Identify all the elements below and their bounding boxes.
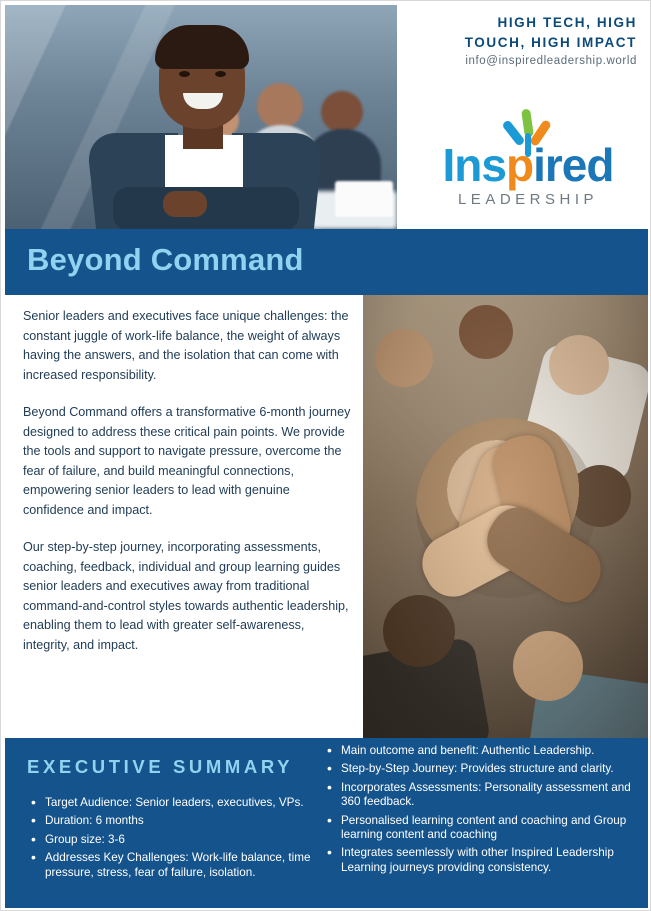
eye-left	[179, 71, 190, 77]
logo-word-part-2: p	[505, 139, 534, 191]
list-item: • Duration: 6 months	[43, 814, 317, 828]
paragraph-1: Senior leaders and executives face unique challenges: the constant juggle of work-life balance, the weight of always having the answers, and the isolation that can come with increased responsibility.	[23, 309, 349, 382]
hero-photo	[5, 5, 397, 229]
list-item: • Main outcome and benefit: Authentic Leadership.	[339, 744, 641, 758]
summary-column-right	[323, 744, 641, 879]
paragraph-2: Beyond Command offers a transformative 6-month journey designed to address these critical pain points. We provide the tools and support to navigate pressure, overcome the fear of failure, and build meaningful connections, empowering senior leaders to lead with genuine confidence and impact.	[23, 405, 351, 517]
eye-right	[215, 71, 226, 77]
tagline	[405, 13, 637, 53]
executive-summary-section	[5, 738, 648, 908]
contact-email[interactable]: info@inspiredleadership.world	[465, 55, 637, 67]
summary-list-left	[27, 796, 317, 880]
list-item: • Integrates seemlessly with other Inspired Leadership Learning journeys providing consistency.	[339, 846, 641, 875]
page-title: Beyond Command	[27, 242, 304, 277]
list-item: • Target Audience: Senior leaders, executives, VPs.	[43, 796, 317, 810]
list-item: • Personalised learning content and coaching and Group learning content and coaching	[339, 814, 641, 843]
logo-word-part-3: ired	[533, 139, 614, 191]
hair	[155, 25, 249, 69]
paragraph-3: Our step-by-step journey, incorporating assessments, coaching, feedback, individual and group learning guides senior leaders and executives away from traditional command-and-control styles towards authentic leadership, enabling them to lead with greater self-awareness, integrity, and impact.	[23, 540, 349, 652]
list-item: • Incorporates Assessments: Personality assessment and 360 feedback.	[339, 781, 641, 810]
background-person-head	[321, 91, 363, 133]
title-bar	[5, 229, 648, 295]
logo-wordmark	[417, 139, 639, 191]
logo	[417, 109, 639, 217]
executive-summary-heading: EXECUTIVE SUMMARY	[27, 756, 294, 777]
list-item: • Addresses Key Challenges: Work-life balance, time pressure, stress, fear of failure, isolation.	[43, 851, 317, 880]
photo-vignette	[363, 295, 648, 738]
tagline-line-1: HIGH TECH, HIGH	[497, 15, 637, 30]
teamwork-photo	[363, 295, 648, 738]
background-paper	[335, 181, 393, 217]
list-item: • Step-by-Step Journey: Provides structure and clarity.	[339, 762, 641, 776]
summary-list-right	[323, 744, 641, 875]
logo-word-part-1: Ins	[442, 139, 506, 191]
summary-column-left	[27, 796, 317, 884]
hero-brand-panel	[397, 5, 648, 229]
tagline-line-2: TOUCH, HIGH IMPACT	[464, 35, 637, 50]
body-copy	[23, 307, 353, 673]
list-item: • Group size: 3-6	[43, 833, 317, 847]
logo-subtitle: LEADERSHIP	[457, 191, 599, 208]
foreground-businessman	[91, 31, 321, 229]
hero-section	[5, 5, 648, 229]
hand	[163, 191, 207, 217]
